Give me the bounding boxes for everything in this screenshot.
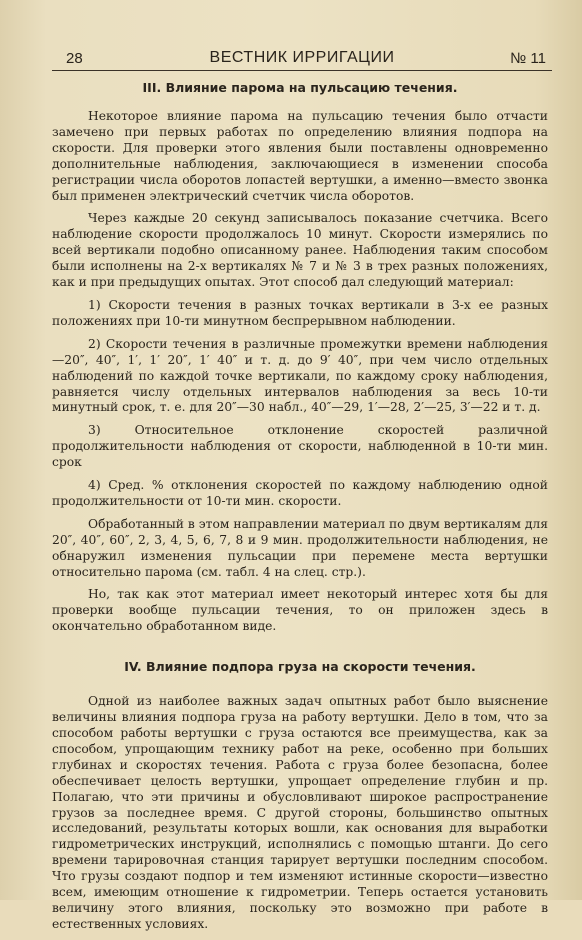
list-item-3: 3) Относительное отклонение скоростей различной продолжительности наблюдения от скорости, наблюденной в 10-ти мин. срок	[52, 423, 548, 470]
page-header	[52, 46, 552, 71]
paragraph: Некоторое влияние парома на пульсацию течения было отчасти замечено при первых работах по определению влияния подпора на скорости. Для проверки этого явления были поставлены одновременно дополнительные наблюдения, заключающиеся в изменении способа регистрации числа оборотов лопастей вертушки, а именно—вместо звонка был применен электрический счетчик числа оборотов.	[52, 109, 548, 203]
list-item-1: 1) Скорости течения в разных точках вертикали в 3-х ее разных положениях при 10-ти минутном беспрерывном наблюдении.	[52, 297, 548, 328]
paragraph: Но, так как этот материал имеет некоторый интерес хотя бы для проверки вообще пульсации течения, то он приложен здесь в окончательно обработанном виде.	[52, 587, 548, 634]
section-title-iv: IV. Влияние подпора груза на скорости течения.	[124, 659, 476, 675]
paragraph: Одной из наиболее важных задач опытных работ было выяснение величины влияния подпора груза на работу вертушки. Дело в том, что за способом работы вертушки с груза остаются все преимущества, как за способом, упрощающим технику работ на реке, особенно при больших глубинах и скоростях течения. Работа с груза более безопасна, более обеспечивает целость вертушки, упрощает определение глубин и пр. Полагаю, что эти причины и обусловливают широкое распространение грузов за последнее время. С другой стороны, большинство опытных исследований, результаты которых вошли, как основания для выработки гидрометрических инструкций, исполнялись с помощью штанги. До сего времени тарировочная станция тарирует вертушки последним способом. Что грузы создают подпор и тем изменяют истинные скорости—известно всем, имеющим отношение к гидрометрии. Теперь остается установить величину этого влияния, поскольку это возможно при работе в естественных условиях.	[52, 694, 548, 931]
article-body	[52, 80, 548, 940]
paragraph: Обработанный в этом направлении материал по двум вертикалям для 20″, 40″, 60″, 2, 3, 4, 5, 6, 7, 8 и 9 мин. продолжительности наблюдения, не обнаружил изменения пульсации при перемене места вертушки относительно парома (см. табл. 4 на слец. стр.).	[52, 516, 548, 579]
list-item-2: 2) Скорости течения в различные промежутки времени наблюдения—20″, 40″, 1′, 1′ 20″, 1′ 40″ и т. д. до 9′ 40″, при чем число отдельных наблюдений по каждой точке вертикали, по каждому сроку наблюдения, равняется числу отдельных интервалов наблюдения за весь 10-ти минутный срок, т. е. для 20″—30 набл., 40″—29, 1′—28, 2′—25, 3′—22 и т. д.	[52, 336, 548, 415]
paragraph: Через каждые 20 секунд записывалось показание счетчика. Всего наблюдение скорости продолжалось 10 минут. Скорости измерялись по всей вертикали подобно описанному ранее. Наблюдения таким способом были исполнены на 2-х вертикалях № 7 и № 3 в трех разных положениях, как и при предыдущих опытах. Этот способ дал следующий материал:	[52, 211, 548, 290]
issue-number: № 11	[510, 50, 546, 67]
journal-title: ВЕСТНИК ИРРИГАЦИИ	[209, 49, 395, 66]
list-item-4: 4) Сред. % отклонения скоростей по каждому наблюдению одной продолжительности от 10-ти мин. скорости.	[52, 478, 548, 508]
page-number: 28	[66, 50, 83, 67]
section-title-iii: III. Влияние парома на пульсацию течения.	[142, 80, 458, 95]
